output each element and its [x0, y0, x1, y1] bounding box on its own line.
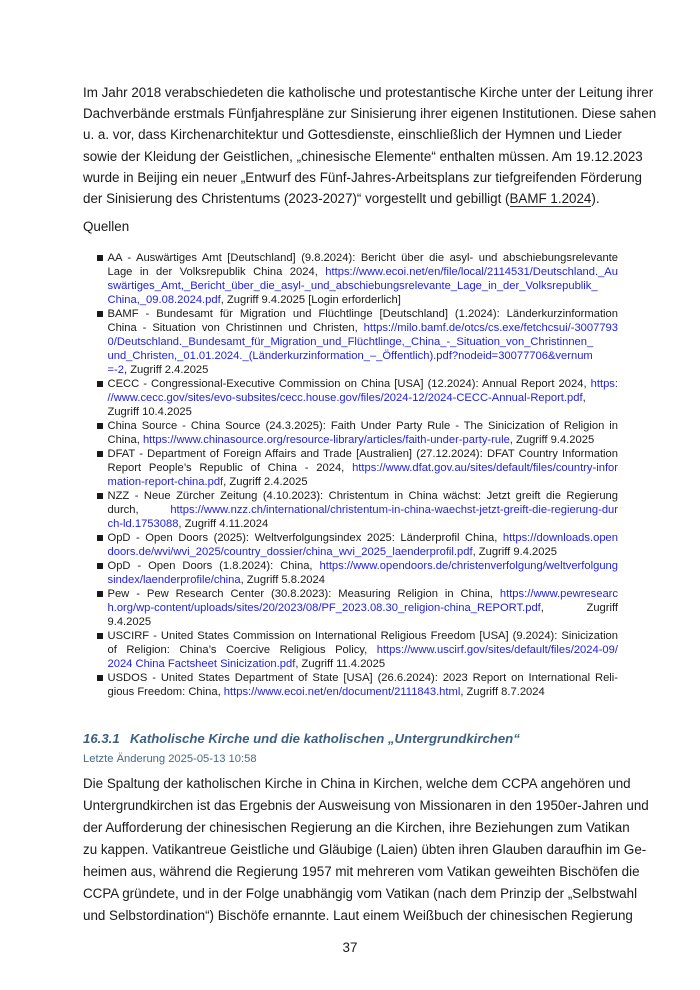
text-line — [108, 279, 619, 293]
source-link[interactable]: mation-report-china.pdf — [107, 476, 224, 488]
text-line — [83, 146, 643, 167]
text-segment: ). — [591, 190, 600, 206]
text-line — [108, 391, 619, 405]
text-segment: Die Spaltung der katholischen Kirche in China in Kirchen, welche dem CCPA angehören und — [83, 776, 631, 791]
source-link[interactable]: doors.de/wvi/wvi_2025/country_dossier/china_wvi_2025_laenderprofil.pdf — [107, 546, 473, 558]
text-segment: DFAT - Department of Foreign Affairs and Trade [Australien] (27.12.2024): DFAT Country Information — [107, 448, 618, 460]
source-list-item — [97, 531, 618, 559]
text-segment: der Sinisierung des Christentums (2023-2027)“ vorgestellt und gebilligt ( — [83, 190, 510, 206]
text-line — [108, 461, 619, 475]
text-line — [108, 587, 619, 601]
source-list-item — [97, 559, 618, 587]
text-line — [108, 657, 619, 671]
text-segment: 9.4.2025 — [107, 616, 152, 628]
text-line — [108, 545, 619, 559]
text-line — [108, 601, 619, 615]
text-segment: CECC - Congressional-Executive Commission on China [USA] (12.2024): Annual Report 2024, — [107, 378, 591, 390]
source-link[interactable]: https://www.dfat.gov.au/sites/default/files/country-infor — [352, 462, 618, 474]
bullet-icon — [97, 563, 103, 569]
text-line — [108, 615, 619, 629]
sources-label: Quellen — [83, 219, 130, 234]
source-link[interactable]: https: — [590, 378, 618, 390]
source-list-item — [97, 671, 618, 699]
text-segment: durch, — [107, 504, 171, 516]
text-segment: Report People’s Republic of China - 2024, — [107, 462, 353, 474]
source-link[interactable]: =-2 — [107, 364, 124, 376]
text-segment: Untergrundkirchen ist das Ergebnis der Ausweisung von Missionaren in den 1950er-Jahren und — [83, 798, 649, 813]
text-line — [83, 817, 630, 839]
text-line — [83, 839, 647, 861]
text-line — [108, 433, 619, 447]
source-link[interactable]: sindex/laenderprofile/china — [107, 574, 241, 586]
text-segment: China - Situation von Christinnen und Christen, — [107, 322, 364, 334]
source-link[interactable]: https://www.uscirf.gov/sites/default/files/2024-09/ — [376, 644, 618, 656]
text-segment: CCPA gründete, und in der Folge unabhängig vom Vatikan (nach dem Prinzip der „Selbstwahl — [83, 886, 638, 901]
source-link[interactable]: https://www.chinasource.org/resource-library/articles/faith-under-party-rule — [142, 434, 510, 446]
text-line — [83, 167, 642, 188]
text-segment: sowie der Kleidung der Geistlichen, „chinesische Elemente“ enthalten müssen. Am 19.12.2023 — [83, 148, 643, 164]
text-segment: u. a. vor, dass Kirchenarchitektur und Gottesdienste, einschließlich der Hymnen und Lieder — [83, 127, 622, 143]
source-link[interactable]: China,_09.08.2024.pdf — [107, 294, 221, 306]
text-line — [108, 629, 619, 643]
text-segment: , Zugriff 4.11.2024 — [178, 518, 269, 530]
text-segment: zu kappen. Vatikantreue Geistliche und Gläubige (Laien) übten ihren Glauben daraufhin im Ge- — [83, 842, 647, 857]
text-line — [108, 559, 619, 573]
text-segment: , — [582, 392, 586, 404]
text-line — [83, 861, 640, 883]
text-line — [108, 531, 619, 545]
text-line — [83, 795, 649, 817]
text-segment: , Zugriff 5.8.2024 — [240, 574, 325, 586]
text-line — [108, 363, 619, 377]
text-segment: , Zugriff 9.4.2025 [Login erforderlich] — [220, 294, 401, 306]
text-segment: OpD - Open Doors (1.8.2024): China, — [107, 560, 320, 572]
source-list-item — [97, 251, 618, 307]
source-link[interactable]: h.org/wp-content/uploads/sites/20/2023/08/PF_2023.08.30_religion-china_REPORT.pdf — [107, 602, 541, 614]
text-segment: , Zugriff 9.4.2025 — [509, 434, 595, 446]
text-line — [108, 447, 619, 461]
text-segment: USDOS - United States Department of State [USA] (26.6.2024): 2023 Report on International Reli- — [107, 672, 618, 684]
bullet-icon — [97, 633, 103, 639]
text-line — [108, 573, 619, 587]
source-link[interactable]: https://www.ecoi.net/en/document/2111843.html — [223, 686, 461, 698]
source-link[interactable]: 0/Deutschland._Bundesamt_für_Migration_und_Flüchtlinge,_China_-_Situation_von_Christinnen_ — [107, 336, 594, 348]
text-segment: USCIRF - United States Commission on International Religious Freedom [USA] (9.2024): Sinicization — [107, 630, 618, 642]
section-title: Katholische Kirche und die katholischen „Untergrundkirchen“ — [130, 731, 520, 746]
source-list-item — [97, 307, 618, 377]
text-line — [108, 643, 619, 657]
bullet-icon — [97, 311, 103, 317]
text-segment: Im Jahr 2018 verabschiedeten die katholische und protestantische Kirche unter der Leitung ihrer — [83, 85, 654, 100]
source-link[interactable]: https://www.opendoors.de/christenverfolgung/weltverfolgung — [319, 560, 618, 572]
text-segment: heimen aus, während die Regierung 1957 mit mehreren vom Vatikan geweihten Bischöfen die — [83, 864, 640, 879]
text-segment: BAMF - Bundesamt für Migration und Flüchtlinge [Deutschland] (1.2024): Länderkurzinformation — [107, 308, 618, 320]
sources-list — [97, 251, 618, 699]
text-line — [108, 685, 619, 699]
text-line — [83, 883, 638, 905]
citation-link[interactable]: BAMF 1.2024 — [509, 190, 592, 206]
source-list-item — [97, 447, 618, 489]
text-line — [108, 419, 619, 433]
text-segment: Pew - Pew Research Center (30.8.2023): Measuring Religion in China, — [107, 588, 500, 600]
source-link[interactable]: 2024 China Factsheet Sinicization.pdf — [107, 658, 296, 670]
page-number: 37 — [342, 940, 358, 955]
text-segment: NZZ - Neue Zürcher Zeitung (4.10.2023): Christentum in China wächst: Jetzt greift die Regierung — [107, 490, 618, 502]
text-line — [108, 321, 619, 335]
text-segment: Zugriff 10.4.2025 — [107, 406, 192, 418]
bullet-icon — [97, 451, 103, 457]
text-line — [83, 82, 654, 103]
bullet-icon — [97, 535, 103, 541]
text-segment: Lage in der Volksrepublik China 2024, — [107, 266, 326, 278]
source-link[interactable]: swärtiges_Amt,_Bericht_über_die_asyl-_und_abschiebungsrelevante_Lage_in_der_Volksrepublik_ — [107, 280, 598, 292]
bullet-icon — [97, 591, 103, 597]
source-list-item — [97, 629, 618, 671]
text-segment: , Zugriff 8.7.2024 — [460, 686, 545, 698]
text-segment: und Selbstordination“) Bischöfe ernannte. Laut einem Weißbuch der chinesischen Regierung — [83, 908, 633, 923]
text-segment: , Zugriff 2.4.2025 — [123, 364, 209, 376]
intro-paragraph — [83, 82, 657, 209]
text-line — [108, 377, 619, 391]
last-changed: Letzte Änderung 2025-05-13 10:58 — [83, 753, 257, 765]
section-number: 16.3.1 — [83, 731, 120, 746]
bullet-icon — [97, 675, 103, 681]
text-segment: , Zugriff — [540, 602, 618, 614]
text-segment: AA - Auswärtiges Amt [Deutschland] (9.8.2024): Bericht über die asyl- und abschiebungsrelevante — [107, 252, 618, 264]
text-segment: Dachverbände erstmals Fünfjahrespläne zur Sinisierung ihrer eigenen Institutionen. Diese sahen — [83, 106, 657, 122]
text-line — [83, 773, 631, 795]
section-heading — [83, 731, 520, 746]
text-line — [108, 503, 619, 517]
text-line — [108, 475, 619, 489]
source-link[interactable]: https://www.nzz.ch/international/christentum-in-china-waechst-jetzt-greift-die-regierung-dur — [170, 504, 618, 516]
body-paragraph — [83, 773, 649, 927]
text-line — [108, 349, 619, 363]
bullet-icon — [97, 381, 103, 387]
text-segment: wurde in Beijing ein neuer „Entwurf des Fünf-Jahres-Arbeitsplans zur tiefgreifenden Förderung — [83, 169, 642, 185]
source-list-item — [97, 419, 618, 447]
source-link[interactable]: https://www.ecoi.net/en/file/local/2114531/Deutschland._Au — [325, 266, 618, 278]
bullet-icon — [97, 255, 103, 261]
text-line — [108, 405, 619, 419]
source-link[interactable]: https://downloads.open — [502, 532, 618, 544]
text-line — [108, 293, 619, 307]
text-line — [108, 307, 619, 321]
text-segment: , Zugriff 2.4.2025 — [223, 476, 308, 488]
source-link[interactable]: https://milo.bamf.de/otcs/cs.exe/fetchcsui/-3007793 — [363, 322, 618, 334]
bullet-icon — [97, 423, 103, 429]
text-line — [83, 103, 657, 124]
bullet-icon — [97, 493, 103, 499]
text-segment: China Source - China Source (24.3.2025): Faith Under Party Rule - The Sinicization of Religion in — [107, 420, 618, 432]
text-segment: China, — [107, 434, 143, 446]
source-link[interactable]: ch-ld.1753088 — [107, 518, 179, 530]
source-list-item — [97, 489, 618, 531]
text-segment: , Zugriff 9.4.2025 — [472, 546, 557, 558]
source-list-item — [97, 587, 618, 629]
text-segment: of Religion: China’s Coercive Religious Policy, — [107, 644, 377, 656]
text-segment: gious Freedom: China, — [107, 686, 224, 698]
source-list-item — [97, 377, 618, 419]
text-line — [108, 265, 619, 279]
text-line — [108, 517, 619, 531]
text-line — [83, 188, 618, 209]
source-link[interactable]: und_Christen,_01.01.2024._(Länderkurzinformation_–_Öffentlich).pdf?nodeid=30077706&vernum — [107, 350, 593, 362]
text-line — [108, 251, 619, 265]
source-link[interactable]: //www.cecc.gov/sites/evo-subsites/cecc.house.gov/files/2024-12/2024-CECC-Annual-Report.pdf — [107, 392, 583, 404]
source-link[interactable]: https://www.pewresearc — [499, 588, 618, 600]
text-segment: der Aufforderung der chinesischen Regierung an die Kirchen, ihre Beziehungen zum Vatikan — [83, 820, 630, 835]
text-segment: , Zugriff 11.4.2025 — [295, 658, 386, 670]
text-line — [108, 335, 619, 349]
text-line — [108, 671, 619, 685]
text-segment: OpD - Open Doors (2025): Weltverfolgungsindex 2025: Länderprofil China, — [107, 532, 503, 544]
text-line — [108, 489, 619, 503]
text-line — [83, 905, 633, 927]
text-line — [83, 124, 622, 145]
